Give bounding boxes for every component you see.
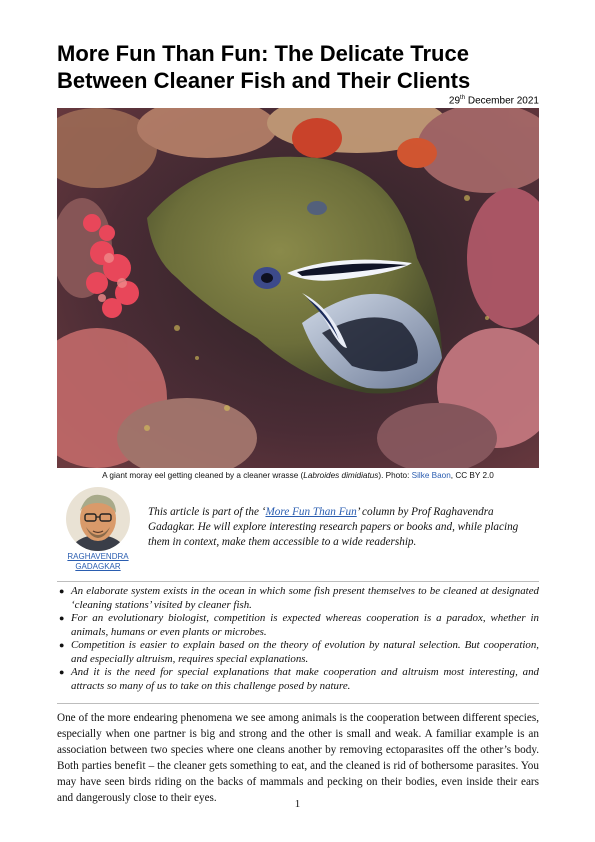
highlight-item	[57, 666, 539, 693]
highlight-item	[57, 639, 539, 666]
caption-middle: ). Photo:	[378, 471, 412, 480]
highlight-text: An elaborate system exists in the ocean in which some fish present themselves to be cleaned at designated ‘cleaning stations’ visited by cleaner fish.	[71, 585, 539, 611]
column-intro	[148, 505, 540, 550]
highlight-text: And it is the need for special explanations that make cooperation and altruism most interesting, and attracts so many of us to take on this challenge posed by nature.	[71, 666, 539, 692]
bullet-icon: ●	[59, 613, 65, 623]
bullet-icon: ●	[59, 667, 65, 677]
caption-license: , CC BY 2.0	[450, 471, 494, 480]
article-title: More Fun Than Fun: The Delicate Truce Between Cleaner Fish and Their Clients	[57, 41, 471, 93]
highlight-text: Competition is easier to explain based on the theory of evolution by natural selection. But cooperation, and especially altruism, requires special explanations.	[71, 639, 539, 665]
date-month-year: December 2021	[465, 95, 539, 107]
date-day: 29	[448, 95, 461, 107]
intro-after: ’ column by Prof Raghavendra Gadagkar. He will explore interesting research papers or books and, while placing them in context, make them accessible to a wide readership.	[148, 506, 519, 548]
article-body-paragraph: One of the more endearing phenomena we see among animals is the cooperation between different species, especially when one partner is big and strong and the other is small and weak. A familiar example is an association between two species where one cleans another by removing ectoparasites off the other’s body. Both parties benefit – the cleaner gets something to eat, and the cleaned is rid of bothersome parasites. You may have seen birds riding on the backs of mammals and pecking on their bodies, even inside their ears and dangerously close to their eyes.	[57, 712, 539, 804]
author-avatar	[66, 487, 130, 551]
photo-caption	[57, 471, 539, 480]
highlights-top-rule	[57, 581, 539, 582]
highlights-list	[57, 585, 539, 693]
bullet-icon: ●	[59, 586, 65, 596]
moray-eel-photo	[57, 108, 539, 468]
author-portrait	[66, 487, 130, 551]
moray-eel-illustration	[57, 108, 539, 468]
highlight-item	[57, 585, 539, 612]
bullet-icon: ●	[59, 640, 65, 650]
highlight-item	[57, 612, 539, 639]
author-name-line1: RAGHAVENDRA	[67, 552, 129, 561]
highlights-bottom-rule	[57, 703, 539, 704]
column-link[interactable]: More Fun Than Fun	[265, 506, 357, 518]
photo-credit-link[interactable]: Silke Baon	[411, 471, 451, 480]
author-name-line2: GADAGKAR	[75, 562, 121, 571]
highlight-text: For an evolutionary biologist, competition is expected whereas cooperation is a paradox, whether in animals, humans or even plants or microbes.	[71, 612, 539, 638]
date-suffix: th	[460, 95, 466, 101]
caption-species: Labroides dimidiatus	[303, 471, 379, 480]
publication-date	[449, 95, 539, 106]
intro-before: This article is part of the ‘	[148, 506, 266, 518]
caption-prefix: A giant moray eel getting cleaned by a cleaner wrasse (	[102, 471, 304, 480]
author-name-link[interactable]	[58, 552, 138, 572]
page-number: 1	[294, 798, 301, 810]
